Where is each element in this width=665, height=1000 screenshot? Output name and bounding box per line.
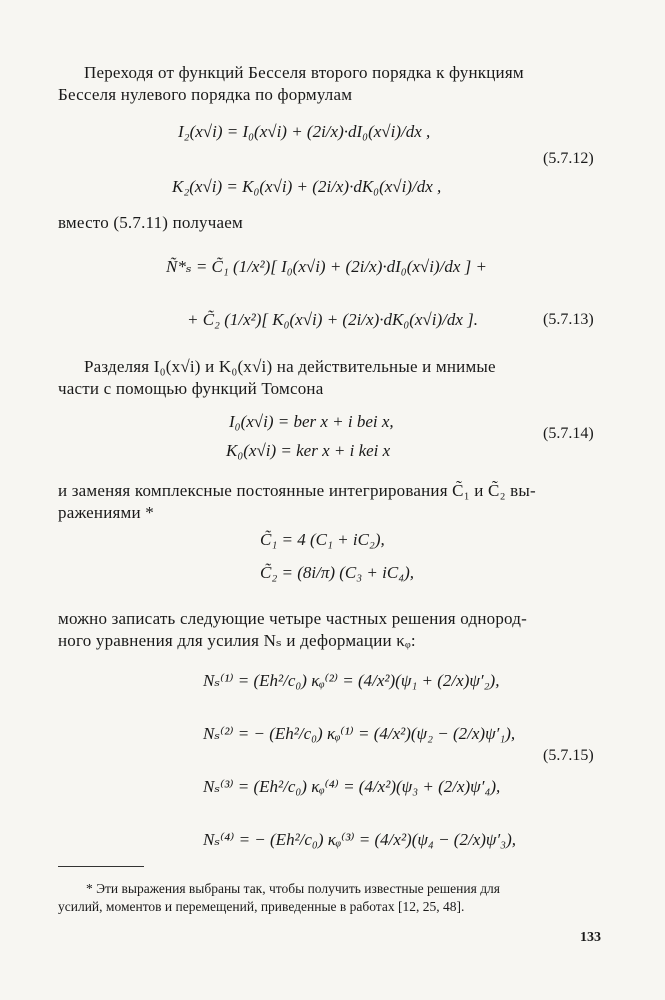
equation-5-7-14-a: I₀(x√i) = ber x + i bei x, xyxy=(229,412,394,431)
equation-5-7-15-b: Nₛ⁽²⁾ = − (Eh²/c₀) κᵩ⁽¹⁾ = (4/x²)(ψ₂ − (2/x)ψ′₁), xyxy=(203,724,516,743)
paragraph-3-line-1: Разделяя I₀(x√i) и K₀(x√i) на действительные и мнимые xyxy=(84,357,496,376)
equation-5-7-14-b: K₀(x√i) = ker x + i kei x xyxy=(226,441,391,460)
paragraph-5-line-1: можно записать следующие четыре частных решения однород- xyxy=(58,609,527,628)
paragraph-5-line-2: ного уравнения для усилия Nₛ и деформации κᵩ: xyxy=(58,631,416,650)
equation-number-5-7-15: (5.7.15) xyxy=(543,747,594,764)
equation-5-7-13-b: + C̃₂ (1/x²)[ K₀(x√i) + (2i/x)·dK₀(x√i)/dx ]. xyxy=(187,310,479,329)
equation-5-7-12-b: K₂(x√i) = K₀(x√i) + (2i/x)·dK₀(x√i)/dx , xyxy=(172,177,442,196)
equation-5-7-15-a: Nₛ⁽¹⁾ = (Eh²/c₀) κᵩ⁽²⁾ = (4/x²)(ψ₁ + (2/x)ψ′₂), xyxy=(203,671,500,690)
equation-5-7-15-d: Nₛ⁽⁴⁾ = − (Eh²/c₀) κᵩ⁽³⁾ = (4/x²)(ψ₄ − (2/x)ψ′₃), xyxy=(203,830,516,849)
paragraph-3-line-2: части с помощью функций Томсона xyxy=(58,379,324,398)
equation-5-7-15-c: Nₛ⁽³⁾ = (Eh²/c₀) κᵩ⁽⁴⁾ = (4/x²)(ψ₃ + (2/x)ψ′₄), xyxy=(203,777,501,796)
equation-c2: C̃₂ = (8i/π) (C₃ + iC₄), xyxy=(260,563,415,582)
equation-number-5-7-14: (5.7.14) xyxy=(543,425,594,442)
equation-5-7-13-a: Ñ*ₛ = C̃₁ (1/x²)[ I₀(x√i) + (2i/x)·dI₀(x√i)/dx ] + xyxy=(166,257,487,276)
footnote-divider xyxy=(58,866,144,867)
footnote-line-1: * Эти выражения выбраны так, чтобы получить известные решения для xyxy=(86,881,501,896)
equation-number-5-7-12: (5.7.12) xyxy=(543,150,594,167)
paragraph-1-line-2: Бесселя нулевого порядка по формулам xyxy=(58,85,353,104)
equation-number-5-7-13: (5.7.13) xyxy=(543,311,594,328)
footnote-line-2: усилий, моментов и перемещений, приведенные в работах [12, 25, 48]. xyxy=(58,899,465,914)
paragraph-4-line-2: ражениями * xyxy=(58,503,154,522)
equation-5-7-12-a: I₂(x√i) = I₀(x√i) + (2i/x)·dI₀(x√i)/dx , xyxy=(178,122,431,141)
paragraph-4-line-1: и заменяя комплексные постоянные интегрирования C̃₁ и C̃₂ вы- xyxy=(58,481,536,500)
equation-c1: C̃₁ = 4 (C₁ + iC₂), xyxy=(260,530,385,549)
page-number: 133 xyxy=(580,930,601,945)
paragraph-2: вместо (5.7.11) получаем xyxy=(58,213,243,232)
paragraph-1-line-1: Переходя от функций Бесселя второго порядка к функциям xyxy=(84,63,524,82)
